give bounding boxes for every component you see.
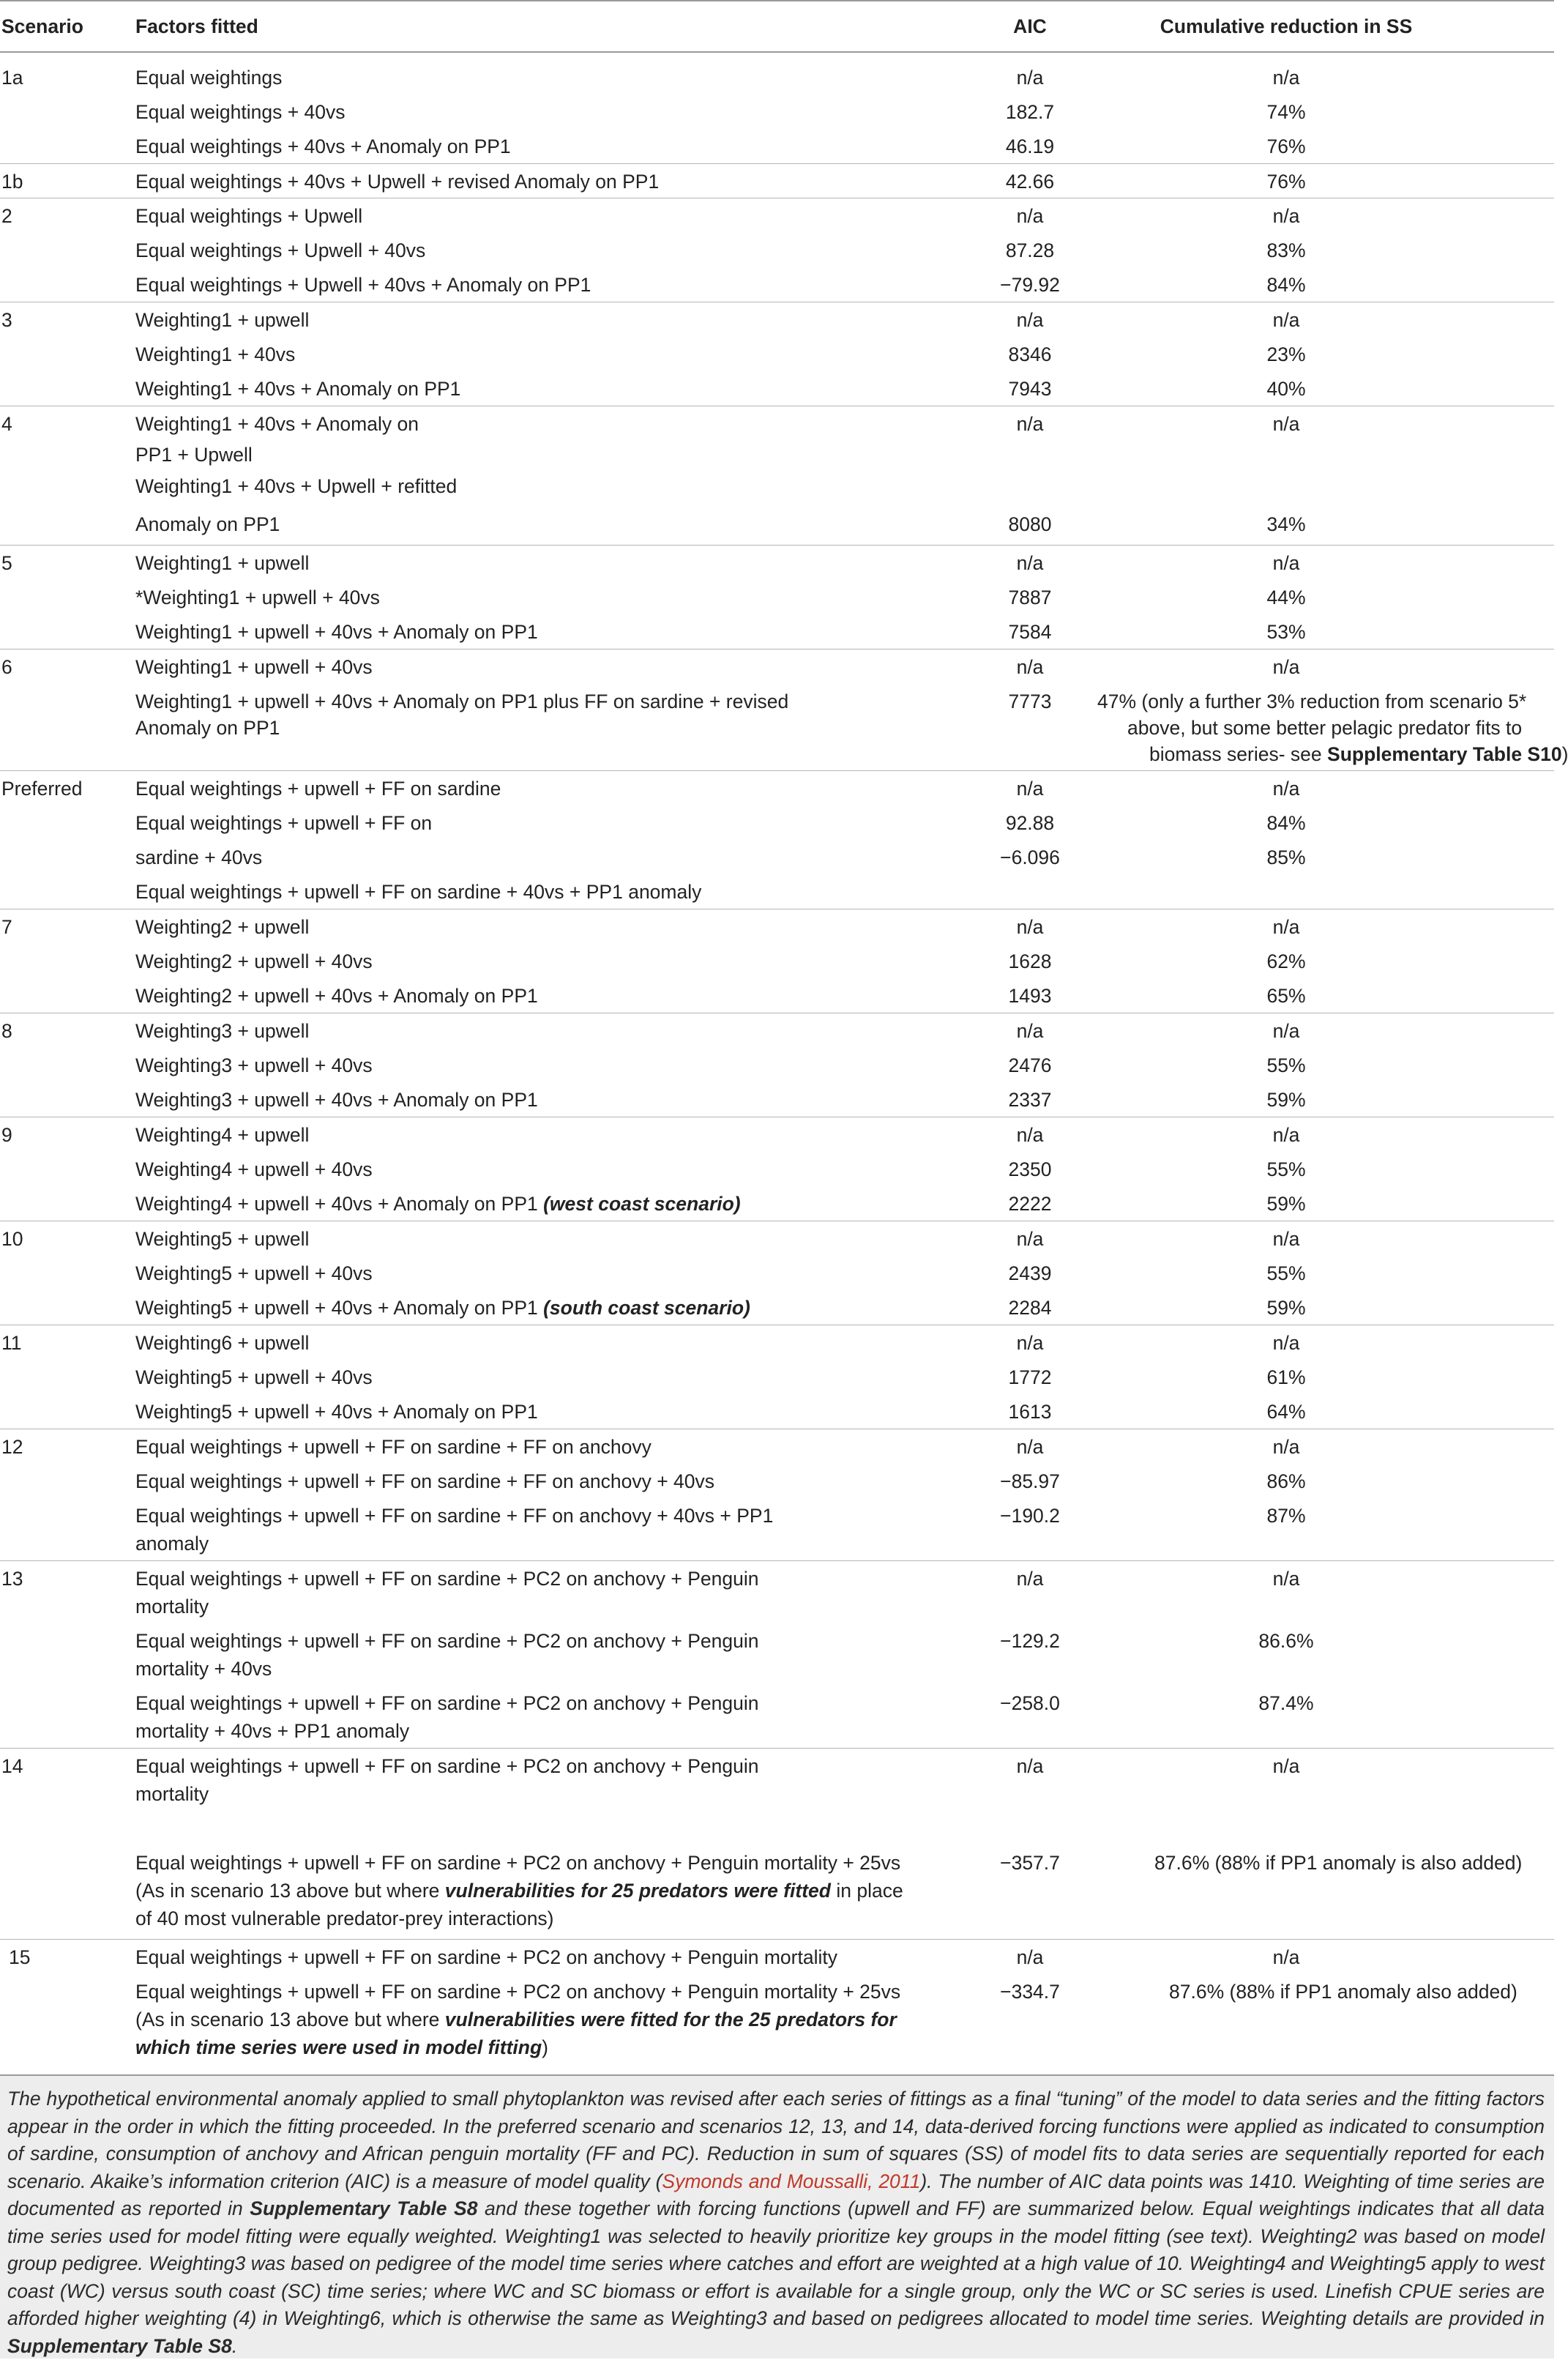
row-rule — [0, 545, 1554, 546]
ss-cell: n/a — [1272, 1124, 1300, 1146]
aic-cell: 1772 — [1008, 1366, 1052, 1388]
scenario-label: 15 — [9, 1946, 31, 1968]
factor-cell — [135, 1190, 741, 1218]
ss-cell: 76% — [1266, 171, 1306, 193]
ss-cell: n/a — [1272, 1436, 1300, 1458]
aic-cell: 8080 — [1008, 513, 1052, 535]
ss-text: ) — [1561, 743, 1568, 765]
factor-cell: Weighting3 + upwell + 40vs — [135, 1054, 373, 1076]
ss-cell: n/a — [1272, 1228, 1300, 1250]
ss-cell: 76% — [1266, 135, 1306, 157]
scenario-label: 10 — [1, 1228, 23, 1250]
factor-cell: Weighting1 + upwell + 40vs + Anomaly on PP1 — [135, 621, 538, 643]
factor-cell: Equal weightings + upwell + FF on sardine + PC2 on anchovy + Penguin — [135, 1755, 759, 1777]
ss-cell: 83% — [1266, 239, 1306, 261]
aic-cell: −258.0 — [1000, 1692, 1060, 1714]
ss-cell: 47% (only a further 3% reduction from scenario 5* — [1097, 690, 1527, 712]
factor-cell: Weighting1 + 40vs — [135, 343, 296, 365]
factor-cell: Weighting1 + 40vs + Upwell + refitted — [135, 475, 458, 497]
factor-text: in place — [831, 1880, 903, 1902]
aic-cell: n/a — [1016, 778, 1044, 800]
ss-cell: n/a — [1272, 205, 1300, 227]
factor-cell: mortality + 40vs + PP1 anomaly — [135, 1720, 410, 1742]
aic-cell: n/a — [1016, 1228, 1044, 1250]
factor-cell: Equal weightings + 40vs + Anomaly on PP1 — [135, 135, 511, 157]
factor-cell: Equal weightings + upwell + FF on sardine + PC2 on anchovy + Penguin — [135, 1568, 759, 1590]
aic-cell: 1493 — [1008, 985, 1052, 1007]
aic-cell: n/a — [1016, 1020, 1044, 1042]
factor-cell: Weighting3 + upwell + 40vs + Anomaly on PP1 — [135, 1089, 538, 1111]
factor-cell: Equal weightings + upwell + FF on sardine + 40vs + PP1 anomaly — [135, 881, 702, 903]
south-coast-label: (south coast scenario) — [543, 1297, 750, 1319]
factor-cell: mortality + 40vs — [135, 1658, 272, 1680]
supp-table-ref[interactable]: Supplementary Table S8 — [250, 2197, 478, 2219]
factor-cell: Equal weightings + upwell + FF on sardine + PC2 on anchovy + Penguin — [135, 1692, 759, 1714]
ss-cell — [1149, 740, 1568, 768]
aic-cell: 46.19 — [1005, 135, 1055, 157]
ss-cell: n/a — [1272, 778, 1300, 800]
aic-cell: −190.2 — [1000, 1505, 1060, 1527]
ss-text: biomass series- see — [1149, 743, 1328, 765]
factor-cell — [135, 2006, 897, 2033]
citation-link[interactable]: Symonds and Moussalli, 2011 — [662, 2170, 921, 2192]
factor-cell: sardine + 40vs — [135, 846, 263, 868]
aic-cell: 7773 — [1008, 690, 1052, 712]
ss-cell: n/a — [1272, 1946, 1300, 1968]
ss-cell: 59% — [1266, 1193, 1306, 1215]
factor-text: (As in scenario 13 above but where — [135, 2009, 445, 2030]
ss-cell: 61% — [1266, 1366, 1306, 1388]
factor-cell: Weighting1 + upwell — [135, 309, 310, 331]
ss-cell: 84% — [1266, 274, 1306, 296]
ss-cell: n/a — [1272, 552, 1300, 574]
aic-cell: n/a — [1016, 1946, 1044, 1968]
ss-cell: n/a — [1272, 1332, 1300, 1354]
aic-cell: 1628 — [1008, 950, 1052, 972]
ss-cell: 34% — [1266, 513, 1306, 535]
aic-cell: 7887 — [1008, 587, 1052, 608]
factor-text: Weighting4 + upwell + 40vs + Anomaly on PP1 — [135, 1193, 544, 1215]
scenario-label: Preferred — [1, 778, 83, 800]
ss-cell: 74% — [1266, 101, 1306, 123]
factor-cell: Weighting4 + upwell + 40vs — [135, 1158, 373, 1180]
row-rule — [0, 1939, 1554, 1940]
factor-cell — [135, 1877, 903, 1905]
vulnerabilities-note: vulnerabilities were fitted for the 25 predators for — [444, 2009, 897, 2030]
factor-cell: Equal weightings + upwell + FF on sardine + FF on anchovy + 40vs + PP1 — [135, 1505, 774, 1527]
scenario-label: 12 — [1, 1436, 23, 1458]
aic-cell: 2350 — [1008, 1158, 1052, 1180]
ss-cell: 59% — [1266, 1297, 1306, 1319]
factor-cell: Equal weightings + upwell + FF on sardine — [135, 778, 501, 800]
factor-cell: Equal weightings + upwell + FF on sardine + PC2 on anchovy + Penguin — [135, 1630, 759, 1652]
header-aic: AIC — [1013, 15, 1047, 37]
row-rule — [0, 1748, 1554, 1749]
scenario-label: 13 — [1, 1568, 23, 1590]
factor-cell: Equal weightings + 40vs — [135, 101, 346, 123]
header-scenario: Scenario — [1, 15, 83, 37]
ss-cell: 85% — [1266, 846, 1306, 868]
scenario-label: 14 — [1, 1755, 23, 1777]
factor-cell: Weighting2 + upwell — [135, 916, 310, 938]
factor-cell: PP1 + Upwell — [135, 444, 253, 466]
scenario-label: 1a — [1, 67, 23, 89]
factor-cell: Equal weightings + Upwell + 40vs + Anomaly on PP1 — [135, 274, 591, 296]
ss-cell: 55% — [1266, 1054, 1306, 1076]
factor-cell: Weighting1 + 40vs + Anomaly on — [135, 413, 419, 435]
factor-cell: Weighting6 + upwell — [135, 1332, 310, 1354]
factor-cell: of 40 most vulnerable predator-prey interactions) — [135, 1907, 554, 1929]
factor-cell: Equal weightings + upwell + FF on sardine + FF on anchovy + 40vs — [135, 1470, 715, 1492]
ss-cell: 87.4% — [1258, 1692, 1314, 1714]
ss-cell: 64% — [1266, 1401, 1306, 1423]
aic-cell: n/a — [1016, 1755, 1044, 1777]
aic-cell: n/a — [1016, 67, 1044, 89]
factor-cell: Weighting2 + upwell + 40vs + Anomaly on PP1 — [135, 985, 538, 1007]
top-rule — [0, 0, 1554, 1]
aic-cell: −357.7 — [1000, 1852, 1060, 1874]
ss-cell: 87.6% (88% if PP1 anomaly is also added) — [1154, 1852, 1523, 1874]
table-footnote — [7, 2085, 1545, 2360]
aic-cell: n/a — [1016, 656, 1044, 678]
ss-cell: 53% — [1266, 621, 1306, 643]
aic-cell: 2439 — [1008, 1262, 1052, 1284]
vulnerabilities-note: which time series were used in model fitting — [135, 2036, 542, 2058]
header-factors: Factors fitted — [135, 15, 258, 37]
scenario-label: 4 — [1, 413, 12, 435]
aic-cell: n/a — [1016, 552, 1044, 574]
aic-cell: n/a — [1016, 1568, 1044, 1590]
ss-cell: 65% — [1266, 985, 1306, 1007]
factor-cell — [135, 1294, 750, 1322]
factor-cell: Weighting2 + upwell + 40vs — [135, 950, 373, 972]
west-coast-label: (west coast scenario) — [543, 1193, 741, 1215]
footnote-text: The hypothetical environmental anomaly applied to small phytoplankton was revised after each series of fittings as a final “tuning” of the model to data series and the fitting factors appear in the order in which the fitting proceeded. In the preferred scenario and scenarios 12, 13, and 14, data-derived forcing functions were applied as indicated to consumption of sardine, consumption of anchovy and African penguin mortality (FF and PC). Reduction in sum of squares (SS) of model fits to data series are sequentially reported for each scenario. Akaike’s information criterion (AIC) is a measure of model quality ( — [7, 2088, 1545, 2192]
footnote-text: and these together with forcing functions (upwell and FF) are summarized below. Equal weightings indicates that all data time series used for model fitting were equally weighted. Weighting1 was selected to heavily prioritize key groups in the model fitting (see text). Weighting2 was based on model group pedigree. Weighting3 was based on pedigree of the model time series where catches and effort are weighted at a high value of 10. Weighting4 and Weighting5 apply to west coast (WC) versus south coast (SC) time series; where WC and SC biomass or effort is available for a single group, only the WC or SC series is used. Linefish CPUE series are afforded higher weighting (4) in Weighting6, which is otherwise the same as Weighting3 and based on pedigrees allocated to model time series. Weighting details are provided in — [7, 2197, 1545, 2329]
ss-cell: 87% — [1266, 1505, 1306, 1527]
footnote-text: . — [231, 2334, 238, 2357]
ss-cell: n/a — [1272, 1020, 1300, 1042]
aic-cell: 2337 — [1008, 1089, 1052, 1111]
supp-table-ref[interactable]: Supplementary Table S8 — [7, 2334, 232, 2357]
ss-cell: n/a — [1272, 1568, 1300, 1590]
aic-cell: −334.7 — [1000, 1981, 1060, 2003]
ss-cell: 40% — [1266, 378, 1306, 400]
aic-cell: 2476 — [1008, 1054, 1052, 1076]
aic-cell: −85.97 — [1000, 1470, 1060, 1492]
factor-cell: Weighting1 + upwell — [135, 552, 310, 574]
factor-cell: Weighting1 + upwell + 40vs + Anomaly on PP1 plus FF on sardine + revised — [135, 690, 789, 712]
aic-cell: 1613 — [1008, 1401, 1052, 1423]
aic-cell: n/a — [1016, 309, 1044, 331]
ss-cell: n/a — [1272, 67, 1300, 89]
scenario-label: 11 — [1, 1332, 22, 1354]
vulnerabilities-note: vulnerabilities for 25 predators were fitted — [444, 1880, 831, 1902]
scenario-label: 2 — [1, 205, 12, 227]
aic-cell: n/a — [1016, 1124, 1044, 1146]
factor-cell: anomaly — [135, 1533, 209, 1555]
aic-cell: 7584 — [1008, 621, 1052, 643]
ss-cell: 62% — [1266, 950, 1306, 972]
header-ss: Cumulative reduction in SS — [1160, 15, 1413, 37]
factor-cell: mortality — [135, 1596, 209, 1618]
factor-cell: Weighting1 + upwell + 40vs — [135, 656, 373, 678]
aic-cell: n/a — [1016, 413, 1044, 435]
aic-cell: n/a — [1016, 1436, 1044, 1458]
ss-cell: n/a — [1272, 309, 1300, 331]
scenario-label: 7 — [1, 916, 12, 938]
aic-cell: 8346 — [1008, 343, 1052, 365]
ss-cell: n/a — [1272, 916, 1300, 938]
scenario-label: 9 — [1, 1124, 12, 1146]
ss-cell: 55% — [1266, 1158, 1306, 1180]
factor-cell — [135, 2033, 548, 2061]
header-rule — [0, 51, 1554, 53]
footnote-text: ). The number of AIC data points was 1410. Weighting of time series are documented as reported in — [7, 2170, 1545, 2219]
factor-cell: Weighting1 + 40vs + Anomaly on PP1 — [135, 378, 461, 400]
factor-cell: Equal weightings + Upwell + 40vs — [135, 239, 426, 261]
ss-cell: 84% — [1266, 812, 1306, 834]
ss-cell: 55% — [1266, 1262, 1306, 1284]
ss-cell: n/a — [1272, 656, 1300, 678]
ss-cell: 86% — [1266, 1470, 1306, 1492]
factor-cell: Equal weightings + upwell + FF on sardine + PC2 on anchovy + Penguin mortality — [135, 1946, 837, 1968]
aic-cell: n/a — [1016, 205, 1044, 227]
scenario-label: 8 — [1, 1020, 12, 1042]
scenario-label: 5 — [1, 552, 12, 574]
factor-cell: Equal weightings — [135, 67, 283, 89]
supp-table-ref: Supplementary Table S10 — [1327, 743, 1562, 765]
aic-cell: 92.88 — [1005, 812, 1055, 834]
aic-cell: 7943 — [1008, 378, 1052, 400]
ss-cell: 87.6% (88% if PP1 anomaly also added) — [1169, 1981, 1517, 2003]
aic-cell: n/a — [1016, 916, 1044, 938]
ss-cell: n/a — [1272, 413, 1300, 435]
factor-cell: *Weighting1 + upwell + 40vs — [135, 587, 380, 608]
factor-text: (As in scenario 13 above but where — [135, 1880, 445, 1902]
ss-cell: 59% — [1266, 1089, 1306, 1111]
ss-cell: 23% — [1266, 343, 1306, 365]
factor-cell: Weighting3 + upwell — [135, 1020, 310, 1042]
factor-cell: Weighting5 + upwell — [135, 1228, 310, 1250]
aic-cell: −6.096 — [1000, 846, 1060, 868]
aic-cell: 42.66 — [1005, 171, 1055, 193]
scenario-label: 1b — [1, 171, 23, 193]
aic-cell: −79.92 — [1000, 274, 1060, 296]
factor-text: Weighting5 + upwell + 40vs + Anomaly on PP1 — [135, 1297, 544, 1319]
scenario-label: 3 — [1, 309, 12, 331]
aic-cell: 2284 — [1008, 1297, 1052, 1319]
factor-cell: Equal weightings + 40vs + Upwell + revised Anomaly on PP1 — [135, 171, 660, 193]
aic-cell: −129.2 — [1000, 1630, 1060, 1652]
factor-cell: Equal weightings + upwell + FF on sardine + FF on anchovy — [135, 1436, 652, 1458]
factor-cell: Weighting4 + upwell — [135, 1124, 310, 1146]
aic-cell: 87.28 — [1005, 239, 1055, 261]
row-rule — [0, 770, 1554, 771]
factor-cell: Anomaly on PP1 — [135, 513, 280, 535]
factor-cell: Weighting5 + upwell + 40vs — [135, 1262, 373, 1284]
aic-cell: 2222 — [1008, 1193, 1052, 1215]
ss-cell: 86.6% — [1258, 1630, 1314, 1652]
aic-cell: 182.7 — [1005, 101, 1055, 123]
ss-cell: above, but some better pelagic predator fits to — [1127, 717, 1523, 739]
row-rule — [0, 163, 1554, 164]
factor-cell: Equal weightings + upwell + FF on sardine + PC2 on anchovy + Penguin mortality + 25vs — [135, 1981, 901, 2003]
scenario-label: 6 — [1, 656, 12, 678]
factor-cell: Equal weightings + upwell + FF on — [135, 812, 433, 834]
factor-cell: Weighting5 + upwell + 40vs — [135, 1366, 373, 1388]
factor-cell: Weighting5 + upwell + 40vs + Anomaly on PP1 — [135, 1401, 538, 1423]
factor-cell: Anomaly on PP1 — [135, 717, 280, 739]
aic-cell: n/a — [1016, 1332, 1044, 1354]
factor-cell: mortality — [135, 1783, 209, 1805]
factor-cell: Equal weightings + upwell + FF on sardine + PC2 on anchovy + Penguin mortality + 25vs — [135, 1852, 901, 1874]
row-rule — [0, 1560, 1554, 1561]
ss-cell: n/a — [1272, 1755, 1300, 1777]
factor-text: ) — [542, 2036, 548, 2058]
factor-cell: Equal weightings + Upwell — [135, 205, 363, 227]
ss-cell: 44% — [1266, 587, 1306, 608]
